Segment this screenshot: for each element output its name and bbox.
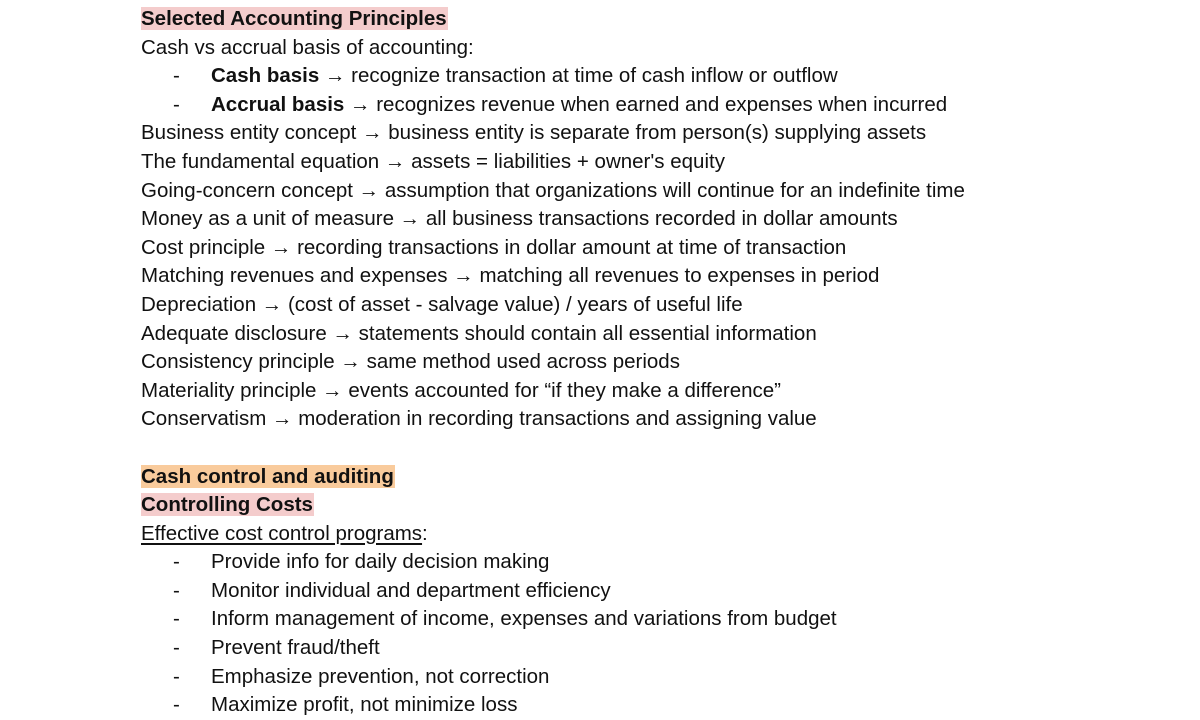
accrual-basis-term: Accrual basis — [211, 92, 345, 116]
bullet-dash: - — [173, 664, 180, 688]
principle-line: Money as a unit of measure → all business transactions recorded in dollar amounts — [141, 207, 898, 231]
subheading-line — [141, 491, 1181, 520]
subheading-controlling-costs: Controlling Costs — [141, 493, 313, 517]
section-heading-line — [141, 463, 1181, 492]
principle-line: Adequate disclosure → statements should contain all essential information — [141, 321, 817, 345]
list-item — [141, 577, 1181, 606]
principle-line: Conservatism → moderation in recording transactions and assigning value — [141, 407, 817, 431]
list-item-text: Emphasize prevention, not correction — [211, 664, 550, 688]
principle-line: Consistency principle → same method used across periods — [141, 350, 680, 374]
cash-vs-accrual-intro: Cash vs accrual basis of accounting: — [141, 35, 474, 59]
principle-line: Depreciation → (cost of asset - salvage value) / years of useful life — [141, 292, 743, 316]
list-item — [141, 634, 1181, 663]
principle-line: Cost principle → recording transactions in dollar amount at time of transaction — [141, 235, 847, 259]
list-item — [141, 663, 1181, 692]
principle-line: Going-concern concept → assumption that organizations will continue for an indefinite time — [141, 178, 965, 202]
bullet-dash: - — [173, 636, 180, 660]
list-item-text: Inform management of income, expenses and variations from budget — [211, 607, 837, 631]
principle-line: Business entity concept → business entity is separate from person(s) supplying assets — [141, 121, 927, 145]
bullet-dash: - — [173, 578, 180, 602]
list-item — [141, 605, 1181, 634]
section-heading-accounting-principles: Selected Accounting Principles — [141, 7, 447, 30]
accrual-basis-definition: → recognizes revenue when earned and expenses when incurred — [344, 92, 948, 116]
bullet-dash: - — [173, 92, 180, 116]
bullet-dash: - — [173, 550, 180, 574]
section-heading-cash-control: Cash control and auditing — [141, 464, 394, 488]
cash-basis-definition: → recognize transaction at time of cash inflow or outflow — [319, 64, 838, 88]
list-item — [141, 691, 1181, 720]
principle-line: Matching revenues and expenses → matching all revenues to expenses in period — [141, 264, 880, 288]
document-body — [141, 5, 1181, 720]
cost-control-intro — [141, 520, 1181, 549]
section-heading-line — [141, 5, 1181, 34]
cost-control-intro-underlined: Effective cost control programs — [141, 521, 423, 545]
bullet-dash: - — [173, 607, 180, 631]
cash-basis-item — [141, 62, 1181, 91]
list-item-text: Provide info for daily decision making — [211, 550, 550, 574]
principle-line: Materiality principle → events accounted for “if they make a difference” — [141, 378, 781, 402]
accrual-basis-item — [141, 91, 1181, 120]
cost-control-intro-colon: : — [422, 521, 428, 545]
cash-basis-term: Cash basis — [211, 64, 320, 88]
list-item-text: Prevent fraud/theft — [211, 636, 380, 660]
bullet-dash: - — [173, 693, 180, 717]
list-item-text: Monitor individual and department efficiency — [211, 578, 611, 602]
list-item — [141, 548, 1181, 577]
principle-line: The fundamental equation → assets = liabilities + owner's equity — [141, 149, 725, 173]
list-item-text: Maximize profit, not minimize loss — [211, 693, 518, 717]
bullet-dash: - — [173, 64, 180, 88]
blank-line — [141, 434, 1181, 463]
